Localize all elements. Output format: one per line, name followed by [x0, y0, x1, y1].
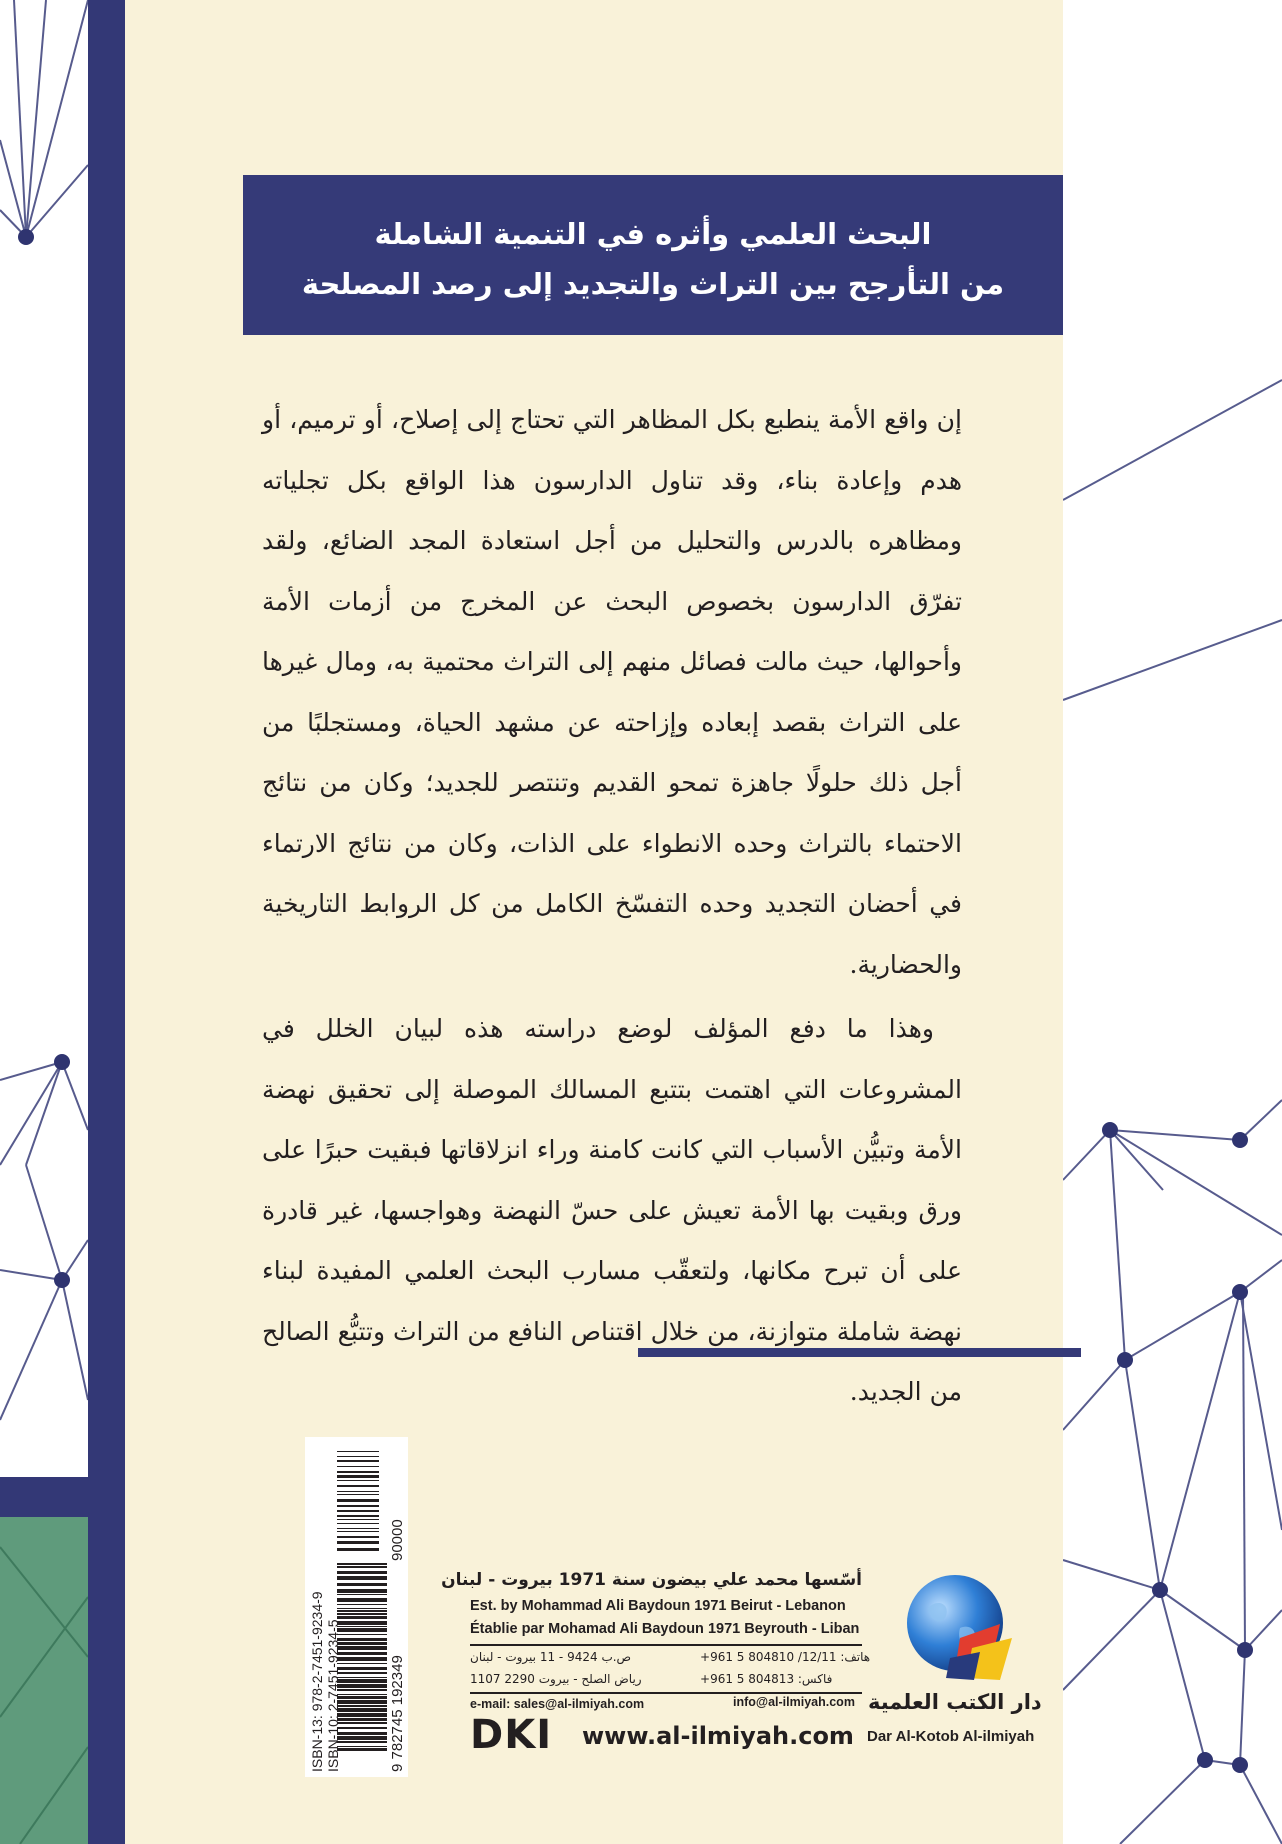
- barcode-bar: [337, 1589, 387, 1593]
- title-line-2: من التأرجح بين التراث والتجديد إلى رصد المصلحة: [301, 267, 1005, 301]
- barcode-bar: [337, 1642, 387, 1645]
- barcode-bar: [337, 1748, 387, 1751]
- publisher-fax: فاكس: 804813 5 961+: [700, 1672, 833, 1686]
- publisher-address-1: ص.ب 9424 - 11 بيروت - لبنان: [470, 1650, 632, 1664]
- isbn-10: ISBN-10: 2-7451-9234-5: [325, 1619, 341, 1772]
- barcode-bar: [337, 1571, 387, 1574]
- navy-band: [0, 1477, 125, 1517]
- publisher-rule: [470, 1644, 862, 1646]
- barcode-bar: [337, 1608, 387, 1609]
- barcode-bar: [337, 1679, 387, 1683]
- title-line-1: البحث العلمي وأثره في التنمية الشاملة: [374, 217, 932, 251]
- barcode-bar: [337, 1663, 387, 1664]
- addon-barcode-bar: [337, 1491, 379, 1492]
- publisher-address-2: رياض الصلح - بيروت 2290 1107: [470, 1672, 642, 1686]
- addon-barcode-bar: [337, 1510, 379, 1512]
- barcode-bar: [337, 1598, 387, 1602]
- barcode-bar: [337, 1696, 387, 1699]
- addon-barcode-bar: [337, 1471, 379, 1473]
- addon-barcode-bar: [337, 1480, 379, 1481]
- publisher-logo-ar: دار الكتب العلمية: [868, 1690, 1042, 1714]
- barcode-bar: [337, 1718, 387, 1721]
- barcode-bar: [337, 1727, 387, 1729]
- barcode-bar: [337, 1626, 387, 1627]
- barcode-bar: [337, 1628, 387, 1632]
- barcode-bar: [337, 1576, 387, 1580]
- publisher-founded-ar: أسّسها محمد علي بيضون سنة 1971 بيروت - لبنان: [441, 1570, 862, 1590]
- publisher-rule-2: [470, 1692, 862, 1694]
- addon-barcode-bar: [337, 1515, 379, 1517]
- publisher-info-email: info@al-ilmiyah.com: [733, 1695, 855, 1709]
- blurb-text: [262, 390, 962, 1423]
- addon-barcode-bar: [337, 1523, 379, 1524]
- barcode-bar: [337, 1700, 387, 1704]
- addon-barcode-bar: [337, 1548, 379, 1551]
- addon-barcode-bar: [337, 1494, 379, 1495]
- addon-barcode-bar: [337, 1460, 379, 1462]
- barcode-bar: [337, 1657, 387, 1661]
- barcode-bar: [337, 1638, 387, 1641]
- title-box: [243, 175, 1063, 335]
- addon-barcode-bar: [337, 1531, 379, 1532]
- publisher-name-en: Dar Al-Kotob Al-ilmiyah: [867, 1728, 1035, 1745]
- barcode-bar: [337, 1708, 387, 1712]
- addon-barcode-bar: [337, 1536, 379, 1538]
- divider-line: [638, 1348, 1081, 1357]
- barcode-bar: [337, 1684, 387, 1688]
- barcode-bar: [337, 1689, 387, 1691]
- barcode-bar: [337, 1722, 387, 1724]
- barcode-bar: [337, 1634, 387, 1635]
- barcode-bar: [337, 1694, 387, 1695]
- addon-barcode-bar: [337, 1541, 379, 1544]
- addon-barcode-bar: [337, 1499, 379, 1502]
- addon-barcode-bar: [337, 1528, 379, 1529]
- barcode-bar: [337, 1713, 387, 1717]
- publisher-phone: هاتف: 12/11/ 804810 5 961+: [700, 1650, 871, 1664]
- paragraph-2: وهذا ما دفع المؤلف لوضع دراسته هذه لبيان الخلل في المشروعات التي اهتمت بتتبع المسالك الموصلة إلى تحقيق نهضة الأمة وتبيُّن الأسباب التي كانت كامنة وراء انزلاقاتها فبقيت حبرًا على ورق وبقيت بها الأمة تعيش على حسّ النهضة وهواجسها، غير قادرة على أن تبرح مكانها، ولتعقّب مسارب البحث العلمي المفيدة لبناء نهضة شاملة متوازنة، من خلال اقتناص النافع من التراث وتتبُّع الصالح من الجديد.: [262, 1014, 962, 1406]
- addon-barcode-bar: [337, 1451, 379, 1452]
- barcode-bar: [337, 1563, 387, 1565]
- publisher-founded-en: Est. by Mohammad Ali Baydoun 1971 Beirut - Lebanon: [470, 1598, 846, 1614]
- green-block: [0, 1517, 88, 1844]
- barcode-box: [305, 1437, 408, 1777]
- barcode-bar: [337, 1705, 387, 1707]
- barcode-bar: [337, 1736, 387, 1740]
- barcode-bar: [337, 1613, 387, 1615]
- addon-barcode-bar: [337, 1485, 379, 1487]
- barcode-bar: [337, 1741, 387, 1743]
- barcode-bar: [337, 1604, 387, 1605]
- addon-barcode-bar: [337, 1475, 379, 1478]
- dki-mark: DKI: [470, 1712, 553, 1758]
- barcode-bar: [337, 1610, 387, 1612]
- addon-barcode-bar: [337, 1519, 379, 1520]
- barcode-bar: [337, 1732, 387, 1735]
- barcode-bar: [337, 1667, 387, 1670]
- addon-digits: 90000: [389, 1519, 406, 1561]
- addon-barcode-bar: [337, 1456, 379, 1457]
- barcode-bar: [337, 1646, 387, 1650]
- isbn-13: ISBN-13: 978-2-7451-9234-9: [309, 1591, 325, 1772]
- barcode-bar: [337, 1616, 387, 1619]
- barcode-bar: [337, 1652, 387, 1655]
- addon-barcode-bar: [337, 1505, 379, 1507]
- barcode-bar: [337, 1746, 387, 1747]
- barcode-bar: [337, 1594, 387, 1595]
- barcode-bar: [337, 1583, 387, 1586]
- globe-logo: [900, 1568, 1020, 1688]
- navy-spine-bar: [88, 0, 125, 1844]
- publisher-founded-fr: Établie par Mohamad Ali Baydoun 1971 Beyrouth - Liban: [470, 1621, 860, 1637]
- barcode-bar: [337, 1621, 387, 1625]
- barcode-bar: [337, 1672, 387, 1674]
- barcode-digits: 9 782745 192349: [389, 1655, 406, 1772]
- publisher-website[interactable]: www.al-ilmiyah.com: [582, 1722, 854, 1750]
- barcode-bar: [337, 1677, 387, 1678]
- paragraph-1: إن واقع الأمة ينطبع بكل المظاهر التي تحتاج إلى إصلاح، أو ترميم، أو هدم وإعادة بناء، وقد تناول الدارسون هذا الواقع بكل تجلياته ومظاهره بالدرس والتحليل من أجل استعادة المجد الضائع، ولقد تفرّق الدارسون بخصوص البحث عن المخرج من أزمات الأمة وأحوالها، حيث مالت فصائل منهم إلى التراث محتمية به، ومال غيرها على التراث بقصد إبعاده وإزاحته عن مشهد الحياة، ومستجلبًا من أجل ذلك حلولًا جاهزة تمحو القديم وتنتصر للجديد؛ وكان من نتائج الاحتماء بالتراث وحده الانطواء على الذات، وكان من نتائج الارتماء في أحضان التجديد وحده التفسّخ الكامل من كل الروابط التاريخية والحضارية.: [262, 405, 963, 979]
- publisher-email: e-mail: sales@al-ilmiyah.com: [470, 1697, 645, 1711]
- addon-barcode-bar: [337, 1466, 379, 1467]
- barcode-bar: [337, 1566, 387, 1568]
